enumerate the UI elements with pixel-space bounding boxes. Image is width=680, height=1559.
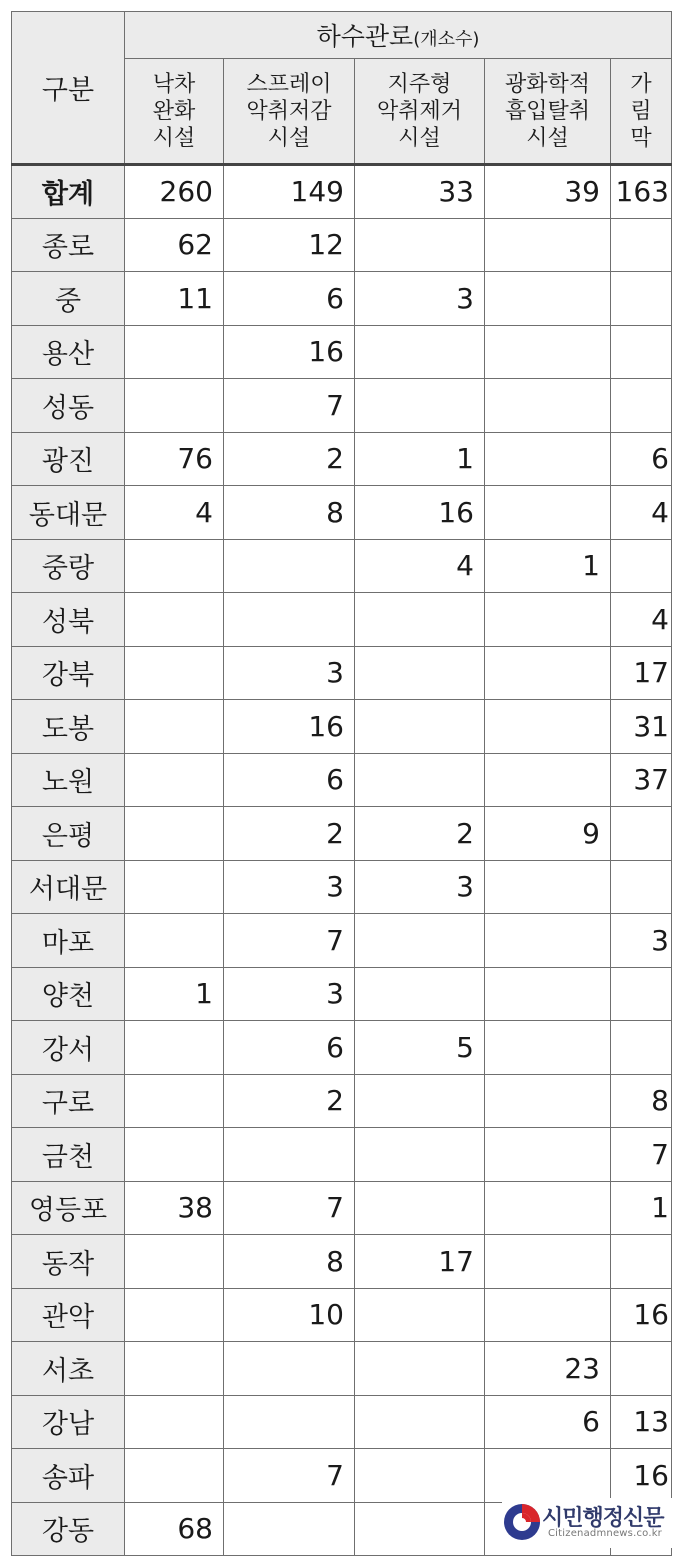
district-name: 강북 [12, 646, 125, 700]
count-cell: 2 [224, 432, 355, 486]
count-cell [355, 325, 485, 379]
count-cell [485, 1021, 611, 1075]
count-cell: 16 [611, 1449, 672, 1503]
count-cell [224, 1342, 355, 1396]
district-name: 양천 [12, 967, 125, 1021]
count-cell [224, 1502, 355, 1556]
table-row [12, 593, 672, 647]
count-cell: 23 [485, 1342, 611, 1396]
count-cell [125, 1235, 224, 1289]
count-cell [125, 325, 224, 379]
table-row [12, 379, 672, 433]
column-header-line: 악취제거 [376, 98, 462, 124]
count-cell: 5 [355, 1021, 485, 1075]
table-row [12, 1074, 672, 1128]
count-cell: 17 [355, 1235, 485, 1289]
category-header: 구분 [12, 12, 125, 165]
count-cell: 7 [224, 1181, 355, 1235]
district-name: 강서 [12, 1021, 125, 1075]
count-cell: 1 [485, 539, 611, 593]
table-row [12, 1449, 672, 1503]
count-cell: 7 [224, 914, 355, 968]
count-cell: 3 [224, 860, 355, 914]
count-cell [125, 1395, 224, 1449]
count-cell [485, 272, 611, 326]
count-cell: 11 [125, 272, 224, 326]
count-cell: 3 [224, 967, 355, 1021]
count-cell [125, 753, 224, 807]
table-body [12, 165, 672, 1556]
count-cell [125, 1288, 224, 1342]
count-cell: 2 [355, 807, 485, 861]
count-cell [355, 1074, 485, 1128]
count-cell: 39 [485, 165, 611, 219]
count-cell: 6 [224, 272, 355, 326]
count-cell: 4 [125, 486, 224, 540]
column-header-line: 지주형 [387, 71, 452, 97]
count-cell [125, 379, 224, 433]
district-name: 강남 [12, 1395, 125, 1449]
district-name: 종로 [12, 218, 125, 272]
count-cell: 1 [125, 967, 224, 1021]
count-cell [355, 1502, 485, 1556]
column-header-line: 시설 [526, 125, 569, 151]
column-header-line: 시설 [152, 125, 196, 151]
count-cell [355, 1288, 485, 1342]
count-cell [485, 1181, 611, 1235]
count-cell: 62 [125, 218, 224, 272]
column-header-line: 스프레이 [246, 71, 332, 97]
count-cell [485, 967, 611, 1021]
count-cell [125, 593, 224, 647]
count-cell: 17 [611, 646, 672, 700]
table-row [12, 1395, 672, 1449]
count-cell: 7 [611, 1128, 672, 1182]
logo-emblem-icon [502, 1502, 542, 1542]
count-cell [485, 432, 611, 486]
district-name: 동작 [12, 1235, 125, 1289]
count-cell: 4 [611, 486, 672, 540]
column-header [611, 59, 672, 165]
count-cell [611, 539, 672, 593]
count-cell: 16 [355, 486, 485, 540]
district-name: 구로 [12, 1074, 125, 1128]
logo-name: 시민행정신문 [542, 1506, 664, 1531]
column-header-line: 가 [630, 71, 652, 97]
count-cell [611, 1342, 672, 1396]
group-header [125, 12, 672, 59]
count-cell [355, 593, 485, 647]
count-cell [485, 486, 611, 540]
count-cell [224, 539, 355, 593]
count-cell [125, 914, 224, 968]
table-row [12, 1181, 672, 1235]
count-cell [355, 646, 485, 700]
facility-table [11, 11, 672, 1556]
logo-url: Citizenadmnews.co.kr [548, 1528, 662, 1539]
table-row [12, 486, 672, 540]
table-row [12, 539, 672, 593]
count-cell [485, 646, 611, 700]
watermark-logo [502, 1498, 674, 1548]
count-cell [485, 218, 611, 272]
district-name: 송파 [12, 1449, 125, 1503]
count-cell [125, 539, 224, 593]
count-cell: 163 [611, 165, 672, 219]
count-cell [355, 700, 485, 754]
table-row [12, 272, 672, 326]
district-name: 광진 [12, 432, 125, 486]
count-cell [125, 700, 224, 754]
district-name: 영등포 [12, 1181, 125, 1235]
count-cell [485, 860, 611, 914]
district-name: 성동 [12, 379, 125, 433]
table-row [12, 700, 672, 754]
table-row [12, 218, 672, 272]
column-header-line: 악취저감 [246, 98, 332, 124]
count-cell [224, 1128, 355, 1182]
count-cell: 6 [485, 1395, 611, 1449]
table-row [12, 967, 672, 1021]
count-cell [125, 1449, 224, 1503]
count-cell [224, 593, 355, 647]
count-cell: 149 [224, 165, 355, 219]
district-name: 금천 [12, 1128, 125, 1182]
count-cell: 16 [224, 325, 355, 379]
group-header-unit: (개소수) [413, 29, 480, 50]
count-cell: 3 [355, 860, 485, 914]
district-name: 강동 [12, 1502, 125, 1556]
district-name: 중 [12, 272, 125, 326]
count-cell: 260 [125, 165, 224, 219]
count-cell [355, 967, 485, 1021]
count-cell: 3 [611, 914, 672, 968]
table-row [12, 325, 672, 379]
table-row [12, 860, 672, 914]
table-row [12, 1021, 672, 1075]
count-cell [485, 753, 611, 807]
count-cell [611, 1235, 672, 1289]
count-cell: 2 [224, 1074, 355, 1128]
count-cell [355, 753, 485, 807]
district-name: 서초 [12, 1342, 125, 1396]
district-name: 동대문 [12, 486, 125, 540]
count-cell [355, 1342, 485, 1396]
district-name: 서대문 [12, 860, 125, 914]
table-row [12, 1288, 672, 1342]
count-cell [485, 1128, 611, 1182]
count-cell [611, 967, 672, 1021]
table-row [12, 914, 672, 968]
count-cell [611, 807, 672, 861]
district-name: 중랑 [12, 539, 125, 593]
column-header-line: 시설 [398, 125, 441, 151]
count-cell [355, 1128, 485, 1182]
count-cell [611, 860, 672, 914]
district-name: 용산 [12, 325, 125, 379]
column-header [125, 59, 224, 165]
count-cell: 3 [355, 272, 485, 326]
count-cell [485, 914, 611, 968]
count-cell: 7 [224, 1449, 355, 1503]
count-cell [485, 593, 611, 647]
count-cell [125, 1128, 224, 1182]
column-header-line: 림 [630, 98, 652, 124]
column-header-line: 시설 [267, 125, 311, 151]
count-cell [611, 218, 672, 272]
group-header-label: 하수관로 [316, 22, 414, 51]
count-cell: 9 [485, 807, 611, 861]
count-cell: 1 [611, 1181, 672, 1235]
total-row [12, 165, 672, 219]
column-header-line: 흡입탈취 [504, 98, 590, 124]
count-cell: 6 [224, 753, 355, 807]
count-cell [611, 379, 672, 433]
count-cell: 76 [125, 432, 224, 486]
count-cell [125, 1021, 224, 1075]
count-cell [611, 1021, 672, 1075]
column-header-line: 광화학적 [504, 71, 590, 97]
count-cell [485, 700, 611, 754]
district-name: 마포 [12, 914, 125, 968]
count-cell: 38 [125, 1181, 224, 1235]
column-header-line: 막 [630, 125, 652, 151]
table-row [12, 807, 672, 861]
count-cell [355, 1395, 485, 1449]
count-cell: 4 [355, 539, 485, 593]
count-cell [485, 325, 611, 379]
count-cell [485, 1235, 611, 1289]
count-cell [355, 914, 485, 968]
count-cell [485, 1449, 611, 1503]
count-cell: 33 [355, 165, 485, 219]
count-cell: 6 [611, 432, 672, 486]
count-cell: 4 [611, 593, 672, 647]
district-name: 노원 [12, 753, 125, 807]
district-name: 관악 [12, 1288, 125, 1342]
count-cell: 8 [224, 486, 355, 540]
table-row [12, 1128, 672, 1182]
table-row [12, 753, 672, 807]
count-cell [125, 860, 224, 914]
count-cell: 12 [224, 218, 355, 272]
count-cell [485, 379, 611, 433]
table-row [12, 432, 672, 486]
count-cell [355, 379, 485, 433]
count-cell: 16 [611, 1288, 672, 1342]
column-header-line: 완화 [152, 98, 196, 124]
count-cell: 37 [611, 753, 672, 807]
count-cell [125, 646, 224, 700]
column-header [485, 59, 611, 165]
count-cell [611, 272, 672, 326]
count-cell [355, 1449, 485, 1503]
count-cell: 13 [611, 1395, 672, 1449]
count-cell [485, 1288, 611, 1342]
table-row [12, 646, 672, 700]
district-name: 도봉 [12, 700, 125, 754]
count-cell: 68 [125, 1502, 224, 1556]
count-cell [125, 1342, 224, 1396]
district-name: 합계 [12, 165, 125, 219]
count-cell: 10 [224, 1288, 355, 1342]
count-cell [355, 218, 485, 272]
count-cell [611, 325, 672, 379]
count-cell: 2 [224, 807, 355, 861]
count-cell: 16 [224, 700, 355, 754]
district-name: 은평 [12, 807, 125, 861]
count-cell: 3 [224, 646, 355, 700]
table-row [12, 1342, 672, 1396]
count-cell [125, 807, 224, 861]
column-header [224, 59, 355, 165]
column-header [355, 59, 485, 165]
district-name: 성북 [12, 593, 125, 647]
count-cell [355, 1181, 485, 1235]
table-row [12, 1235, 672, 1289]
count-cell: 6 [224, 1021, 355, 1075]
count-cell [485, 1074, 611, 1128]
count-cell: 8 [611, 1074, 672, 1128]
count-cell: 31 [611, 700, 672, 754]
count-cell: 1 [355, 432, 485, 486]
count-cell [224, 1395, 355, 1449]
count-cell: 8 [224, 1235, 355, 1289]
count-cell: 7 [224, 379, 355, 433]
column-header-line: 낙차 [152, 71, 196, 97]
count-cell [125, 1074, 224, 1128]
